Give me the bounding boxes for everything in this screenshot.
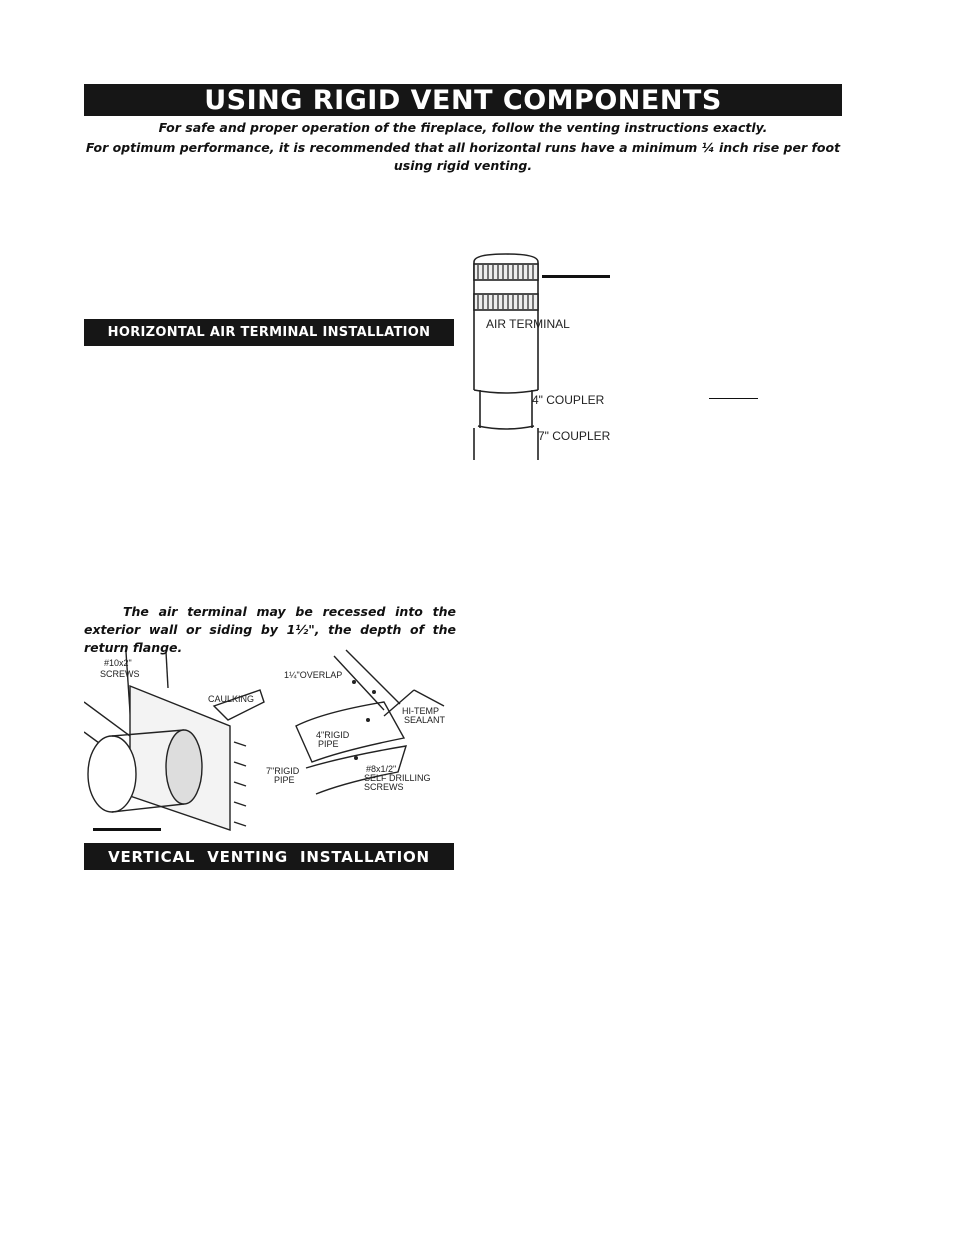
label-screws: SCREWS [100,669,140,679]
label-overlap: 1¼"OVERLAP [284,670,343,680]
label-screws-size: #10x2" [104,658,132,668]
label-7in-coupler: 7" COUPLER [538,429,611,443]
figure-rule-1 [542,275,610,278]
label-caulking: CAULKING [208,694,255,704]
page-title: USING RIGID VENT COMPONENTS [204,84,722,116]
air-terminal-figure [466,250,766,465]
label-self-1: #8x1/2" [366,764,397,774]
label-rigid4-2: PIPE [318,739,339,749]
section-title-horizontal: HORIZONTAL AIR TERMINAL INSTALLATION [107,325,431,340]
label-air-terminal: AIR TERMINAL [486,317,570,331]
intro-line-1: For safe and proper operation of the fireplace, follow the venting instructions exactly. [158,120,768,135]
label-rigid4-1: 4"RIGID [316,730,350,740]
flange-detail-figure [84,646,456,838]
recess-note-text: The air terminal may be recessed into the exterior wall or siding by 1½", the depth of the return flange. [84,604,456,655]
section-header-horizontal [84,319,454,346]
label-4in-coupler: 4" COUPLER [532,393,605,407]
figure-rule-2 [709,398,758,399]
label-rigid7-2: PIPE [274,775,295,785]
label-sealant-2: SEALANT [404,715,446,725]
section-title-vertical: VERTICAL VENTING INSTALLATION [108,847,430,866]
label-sealant-1: HI-TEMP [402,706,439,716]
page-title-bar [84,84,842,116]
section-header-vertical [84,843,454,870]
figure-rule-3 [93,828,161,831]
intro-line-2: For optimum performance, it is recommended that all horizontal runs have a minimum ¼ inch rise per foot using rigid venting. [85,140,841,173]
label-self-3: SCREWS [364,782,404,792]
label-rigid7-1: 7"RIGID [266,766,300,776]
label-self-2: SELF DRILLING [364,773,431,783]
